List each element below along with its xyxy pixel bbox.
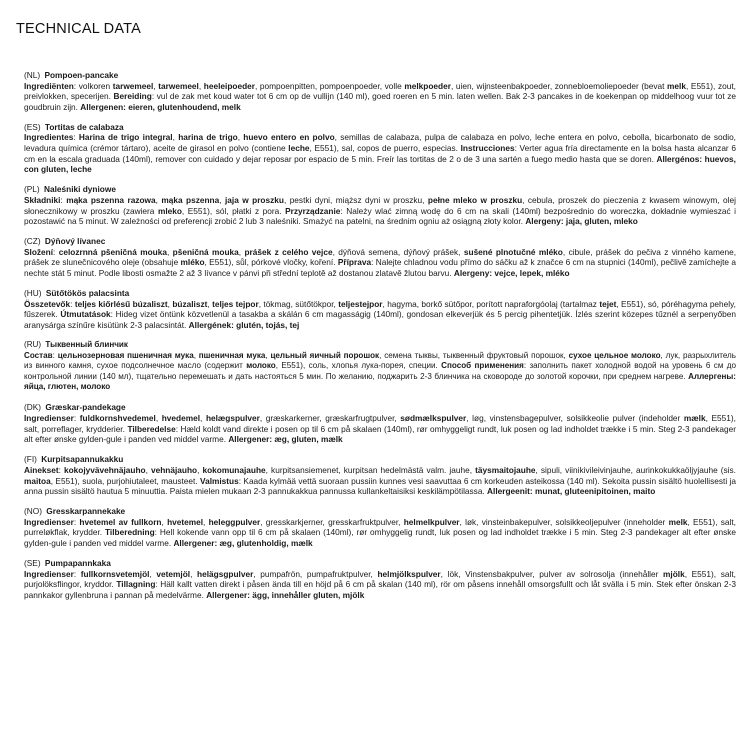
language-code: (DK) (24, 402, 42, 413)
section-heading (24, 236, 736, 247)
section-nl (24, 70, 736, 112)
product-name: Naleśniki dyniowe (44, 184, 116, 195)
section-heading (24, 122, 736, 133)
product-name: Sütőtökös palacsinta (45, 288, 130, 299)
section-body: Ainekset: kokojyvävehnäjauho, vehnäjauho, kokomunajauhe, kurpitsansiemenet, kurpitsan hedelmästä valm. jauhe, täysmaitojauhe, sipuli, viinikivileivinjauhe, aurinkokukkaöljyjauhe (sis. maitoa, E551), suola, purjohiutaleet, mausteet. Valmistus: Kaada kylmää vettä suoraan pussiin kunnes vesi saavuttaa 6 cm korkeuden asteikossa (140 ml). Sekoita pussin sisältö huolellisesti ja anna pussin sisältö hautua 5 minuuttia. Paista mielen mukaan 2-3 pannukakkua pannussa kullankeltaisiksi keskilämpötilassa. Allergeenit: munat, gluteenipitoinen, maito (24, 464, 736, 497)
section-fi (24, 454, 736, 496)
product-name: Kurpitsapannukakku (41, 454, 124, 465)
section-heading (24, 340, 736, 351)
language-code: (NO) (24, 506, 42, 517)
section-heading (24, 454, 736, 465)
language-code: (HU) (24, 288, 42, 299)
page-title: TECHNICAL DATA (16, 21, 141, 37)
section-se (24, 558, 736, 600)
section-ru (24, 340, 736, 393)
section-body: Składniki: mąka pszenna razowa, mąka pszenna, jaja w proszku, pestki dyni, miąższ dyni w proszku, pełne mleko w proszku, cebula, proszek do pieczenia z kwasem winowym, olej słonecznikowy w proszku (zawiera mleko, E551), sól, płatki z pora. Przyrządzanie: Należy wlać zimną wodę do 6 cm na skali (140ml) bezpośrednio do woreczka, dokładnie wymieszać i pozostawić na 5 minut. W zależności od preferencji zrobić 2 lub 3 naleśniki. Smażyć na patelni, na średnim ogniu aż osiągną złoty kolor. Alergeny: jaja, gluten, mleko (24, 194, 737, 227)
section-heading (24, 558, 736, 569)
section-body: Složení: celozrnná pšeničná mouka, pšeničná mouka, prášek z celého vejce, dýňová semena, dýňový prášek, sušené plnotučné mléko, cibule, prášek do pečiva z vinného kamene, prášek ze slunečnicového oleje (obsahuje mléko, E551), sůl, pórkové vločky, koření. Příprava: Nalejte chladnou vodu přímo do sáčku až k značce 6 cm na stupnici (140ml), pečlivě zamíchejte a nechte stát 5 minut. Podle libosti osmažte 2 až 3 lívance v pánvi při střední teplotě až dostanou zlatavě žlutou barvu. Alergeny: vejce, lepek, mléko (24, 246, 736, 278)
section-body: Összetevők: teljes kiőrlésű búzaliszt, búzaliszt, teljes tejpor, tökmag, sütőtökpor, teljestejpor, hagyma, borkő sütőpor, porított napraforgóolaj (tartalmaz tejet, E551), só, póréhagyma pehely, fűszerek. Útmutatások: Hideg vizet öntünk közvetlenül a tasakba a skálán 6 cm magasságig (140ml), gondosan elkeverjük és 5 percig pihentetjük. Ízlés szerint közepes tűznél a serpenyőben aranysárga színűre kisütünk 2-3 palacsintát. Allergének: glutén, tojás, tej (24, 298, 736, 330)
section-no (24, 506, 736, 548)
section-heading (24, 70, 736, 81)
section-heading (24, 402, 736, 413)
language-code: (RU) (24, 339, 42, 349)
language-code: (SE) (24, 558, 41, 569)
section-body: Ingredientes: Harina de trigo integral, harina de trigo, huevo entero en polvo, semillas de calabaza, pulpa de calabaza en polvo, leche entera en polvo, cebolla, bicarbonato de sodio, levadura química (crémor tártaro), aceite de girasol en polvo (contiene leche, E551), sal, copos de puerro, especias. Instrucciones: Verter agua fría directamente en la bolsa hasta alcanzar 6 cm en la escala graduada (140ml), remover con cuidado y dejar reposar por espacio de 5 min. Freír las tortitas de 2 o de 3 una sartén a fuego medio hasta que se doren. Allergénos: huevos, con gluten, leche (24, 132, 736, 175)
product-name: Pompoen-pancake (44, 70, 119, 80)
language-sections (24, 70, 736, 610)
language-code: (CZ) (24, 236, 41, 247)
product-name: Pumpapannkaka (44, 558, 111, 569)
section-heading (24, 184, 736, 195)
product-name: Græskar-pandekage (45, 402, 126, 413)
section-heading (24, 288, 736, 299)
section-pl (24, 184, 736, 226)
section-body: Ingrediënten: volkoren tarwemeel, tarwemeel, heeleipoeder, pompoenpitten, pompoenpoeder, volle melkpoeder, uien, wijnsteenbakpoeder, zonnebloemoliepoeder (bevat melk, E551), zout, preivlokken, specerijen. Bereiding: vul de zak met koud water tot 6 cm op de vullijn (140 ml), goed roeren en 5 min. laten wellen. Bak 2-3 pancakes in de koekenpan op middelhoog vuur tot ze goudbruin zijn. Allergenen: eieren, glutenhoudend, melk (24, 80, 736, 112)
section-body: Ingredienser: fuldkornshvedemel, hvedemel, helægspulver, græskarkerner, græskarfrugtpulver, sødmælkspulver, løg, vinstensbagepulver, solsikkeolie pulver (indeholder mælk, E551), salt, porreflager, krydderier. Tilberedelse: Hæld koldt vand direkte i posen op til 6 cm på skalaen (140ml), rør omhyggeligt rundt, luk posen og lad indholdet trække i 5 min. Steg 2-3 pandekager alt efter ønske gylden-gule i panden ved middel varme. Allergener: æg, gluten, mælk (24, 413, 737, 445)
language-code: (ES) (24, 121, 41, 132)
product-name: Tortitas de calabaza (44, 121, 124, 132)
product-name: Dýňový lívanec (44, 236, 106, 247)
section-dk (24, 402, 736, 444)
product-name: Gresskarpannekake (46, 506, 126, 517)
language-code: (PL) (24, 184, 40, 195)
section-body: Ingredienser: fullkornsvetemjöl, vetemjöl, helägsgpulver, pumpafrön, pumpafruktpulver, helmjölkspulver, lök, Vinstensbakpulver, pulver av solrosolja (innehåller mjölk, E551), salt, purjolöksflingor, kryddor. Tillagning: Häll kallt vatten direkt i påsen ända till en höjd på 6 cm på skalan (140 ml), rör om påsens innehåll omsorgsfullt och låt svälla i 5 min. Stek efter önskan 2-3 pannkakor gyllenbruna i pannan på medelvärme. Allergener: ägg, innehåller gluten, mjölk (24, 568, 736, 600)
section-body: Ingredienser: hvetemel av fullkorn, hvetemel, heleggpulver, gresskarkjerner, gresskarfruktpulver, helmelkpulver, løk, vinsteinbakepulver, solsikkeoljepulver (inneholder melk, E551), salt, purreløkflak, krydder. Tilberedning: Hell kokende vann opp til 6 cm på skalaen (140ml), rør omhyggelig rundt, luk posen og lad indholdet trække i 5 min. Steg 2-3 pandekager alt efter ønske gylden-gule i panden ved middel varme. Allergener: æg, glutenholdig, mælk (24, 516, 736, 548)
language-code: (NL) (24, 70, 41, 80)
section-body: Состав: цельнозерновая пшеничная мука, пшеничная мука, цельный яичный порошок, семена тыквы, тыквенный фруктовый порошок, сухое цельное молоко, лук, разрыхлитель из винного камня, сухое подсолнечное масло (содержит молоко, E551), соль, хлопья лука-порея, специи. Способ применения: заполнить пакет холодной водой на уровень 6 см до контрольной линии (140 мл), тщательно перемешать и дать настояться 5 мин. По желанию, поджарить 2-3 блинчика на сковороде до золотой корочки, при среднем нагреве. Аллергены: яйца, глютен, молоко (24, 350, 736, 392)
section-hu (24, 288, 736, 330)
language-code: (FI) (24, 454, 37, 465)
section-es (24, 122, 736, 175)
product-name: Тыквенный блинчик (45, 339, 128, 349)
section-cz (24, 236, 736, 278)
section-heading (24, 506, 736, 517)
